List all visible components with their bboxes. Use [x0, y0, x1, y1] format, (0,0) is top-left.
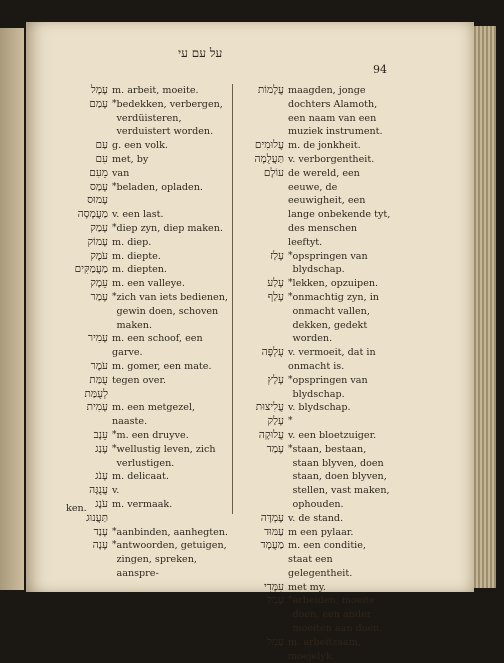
dictionary-entry [58, 332, 230, 360]
hebrew-headword: עֲלִיצוּת [255, 401, 284, 414]
hebrew-headword: עֶמְדָּה [260, 511, 284, 524]
definition-text: opspringen van blydschap. [292, 250, 368, 276]
definition-text: m. een druyve. [116, 429, 189, 441]
dictionary-entry [238, 139, 392, 153]
dictionary-entry [238, 374, 392, 402]
hebrew-headword: עַם [95, 139, 108, 152]
hebrew-headword: עֹמֶק [90, 249, 108, 262]
hebrew-headword: עָמַר [90, 290, 108, 303]
definition-text: m. gomer, een mate. [112, 360, 212, 372]
dictionary-entry [238, 167, 392, 250]
dictionary-entry [58, 401, 230, 429]
definition-text: aanbinden, aanhegten. [116, 526, 228, 538]
definition-text: bedekken, verbergen, verdüisteren, verduistert worden. [116, 98, 223, 138]
root-marker: * [112, 540, 117, 551]
hebrew-headword: מַעֲמָסָה [77, 208, 108, 221]
definition-text: m. diepte. [112, 250, 161, 262]
dictionary-entry [58, 84, 230, 98]
dictionary-entry [238, 429, 392, 443]
definition-text: g. een volk. [112, 140, 168, 152]
root-marker: * [112, 181, 117, 192]
dictionary-entry [58, 208, 230, 222]
root-marker: * [112, 222, 117, 233]
hebrew-headword: עִם [95, 152, 108, 165]
definition-text: m. een schoof, een garve. [112, 333, 203, 359]
hebrew-headword: עָנָה [92, 539, 108, 552]
hebrew-headword: עָמַס [89, 180, 108, 193]
definition-text: maagden, jonge dochters Alamoth, een naam van een muziek instrument. [288, 85, 383, 138]
root-marker: * [288, 278, 293, 289]
definition-text: v. verborgentheit. [288, 153, 375, 165]
dictionary-entry [238, 512, 392, 526]
definition-text: v. een bloetzuiger. [288, 429, 377, 441]
definition-text: m een pylaar. [288, 526, 354, 538]
root-marker: * [112, 526, 117, 537]
hebrew-headword: עָמִית [86, 401, 108, 414]
dictionary-entry [238, 153, 392, 167]
dictionary-entry [238, 636, 392, 663]
root-marker: * [288, 416, 293, 427]
definition-text: m. vermaak. [112, 498, 173, 510]
dictionary-entry [238, 401, 392, 415]
left-column-continuation: ken. [66, 503, 87, 514]
dictionary-entry [58, 388, 230, 402]
hebrew-headword: עָמָל [90, 84, 108, 96]
definition-text: m. een conditie, staat een gelegentheit. [288, 540, 366, 579]
hebrew-headword: עָמַק [90, 221, 108, 234]
dictionary-entry [238, 594, 392, 635]
page-block-edges [474, 26, 496, 588]
hebrew-headword: עֻלְפֶּה [261, 346, 284, 359]
dictionary-entry [58, 181, 230, 195]
dictionary-entry [58, 250, 230, 264]
dictionary-entry [238, 250, 392, 278]
definition-text: m. arbeitzaam, moejelyk. [288, 636, 361, 662]
hebrew-headword: עָנֹג [95, 470, 108, 483]
hebrew-headword: עֲנֻגָּה [89, 484, 108, 497]
definition-text: v. de stand. [288, 512, 344, 524]
definition-text: v. een last. [112, 209, 164, 221]
hebrew-headword: תַּעֲנוּג [86, 511, 108, 524]
dictionary-entry [238, 581, 392, 595]
definition-text: v. [112, 485, 120, 497]
hebrew-headword: עֲלָמוֹת [257, 84, 284, 96]
dictionary-entry [58, 470, 230, 484]
dictionary-entry [58, 153, 230, 167]
dictionary-entry [58, 484, 230, 498]
dictionary-entry [238, 346, 392, 374]
dictionary-entry [58, 291, 230, 332]
hebrew-headword: עֵמֶק [90, 277, 108, 290]
hebrew-headword: עֻמַּת [89, 373, 108, 386]
hebrew-headword: עֹמֶר [90, 359, 108, 372]
definition-text: diep zyn, diep maken. [116, 222, 223, 234]
hebrew-headword: עָמוּס [87, 194, 108, 207]
root-marker: * [112, 443, 117, 454]
column-divider [232, 84, 233, 514]
dictionary-entry [238, 443, 392, 512]
root-marker: * [288, 291, 293, 302]
definition-text: met, by [112, 153, 149, 165]
dictionary-entry [58, 194, 230, 208]
definition-text: arbeiden, moeite doen, een ander moeiten aan doen. [292, 595, 383, 635]
definition-text: van [112, 167, 130, 179]
dictionary-entry [58, 167, 230, 181]
definition-text: antwoorden, getuigen, zingen, spreken, aanspre- [116, 540, 227, 579]
definition-text: m. arbeit, moeite. [112, 85, 199, 96]
definition-text: m. een valleye. [112, 278, 185, 290]
definition-text: m. delicaat. [112, 471, 169, 483]
definition-text: tegen over. [112, 374, 167, 386]
root-marker: * [288, 595, 293, 606]
hebrew-headword: עִמָּדִי [264, 580, 284, 593]
hebrew-headword: עַמּוּד [264, 525, 284, 538]
facing-page-edge [0, 28, 24, 590]
hebrew-headword: עָלַז [270, 249, 284, 262]
dictionary-entry [58, 236, 230, 250]
hebrew-headword: עֹנֶג [95, 497, 108, 510]
hebrew-headword: עָמוֹק [87, 235, 108, 248]
hebrew-headword: לְעֻמַּת [84, 387, 108, 400]
page-number: 94 [373, 63, 387, 76]
hebrew-headword: מַעֲמַקִּים [74, 263, 108, 276]
hebrew-headword: עֲלוּקָה [258, 428, 284, 441]
dictionary-entry [58, 98, 230, 139]
hebrew-headword: עוֹלָם [263, 166, 284, 179]
dictionary-entry [58, 277, 230, 291]
hebrew-headword: עָמַל [266, 594, 284, 607]
hebrew-headword: עָלַף [267, 290, 284, 303]
dictionary-entry [238, 84, 392, 139]
definition-text: onmachtig zyn, in onmacht vallen, dekken, gedekt worden. [292, 291, 379, 345]
dictionary-entry [58, 263, 230, 277]
definition-text: v. vermoeit, dat in onmacht is. [288, 347, 376, 372]
definition-text: zich van iets bedienen, gewin doen, schoven maken. [116, 291, 228, 331]
hebrew-headword: עֵנָב [93, 428, 108, 441]
dictionary-entry [58, 222, 230, 236]
definition-text: m. diep. [112, 236, 152, 248]
definition-text: m. een metgezel, naaste. [112, 402, 196, 428]
root-marker: * [288, 250, 293, 261]
dictionary-entry [58, 429, 230, 443]
right-column [238, 84, 392, 663]
dictionary-entry [58, 443, 230, 471]
root-marker: * [112, 429, 117, 440]
dictionary-entry [58, 139, 230, 153]
definition-text: v. blydschap. [288, 402, 351, 414]
hebrew-headword: עֲלוּמִים [254, 139, 284, 152]
definition-text: de wereld, een eeuwe, de eeuwigheit, een lange onbekende tyt, des menschen leeftyt. [288, 167, 391, 248]
hebrew-headword: עָנַד [93, 525, 108, 538]
definition-text: m. diepten. [112, 264, 167, 276]
hebrew-headword: תַּעֲלֻמָה [254, 152, 284, 165]
hebrew-headword: מֵעִם [89, 166, 108, 179]
definition-text: lekken, opzuipen. [292, 278, 379, 290]
hebrew-headword: עָלַע [267, 277, 284, 290]
dictionary-entry [58, 526, 230, 540]
hebrew-headword: עָמַם [89, 97, 108, 110]
hebrew-headword: עָמַד [266, 442, 284, 455]
hebrew-headword: עָלַץ [267, 373, 284, 386]
definition-text: met my. [288, 581, 326, 593]
dictionary-entry [238, 526, 392, 540]
root-marker: * [288, 443, 293, 454]
root-marker: * [112, 291, 117, 302]
dictionary-entry [238, 539, 392, 580]
definition-text: m. de jonkheit. [288, 140, 361, 152]
hebrew-headword: מַעֲמָד [260, 539, 284, 552]
definition-text: staan, bestaan, staan blyven, doen staan, doen blyven, stellen, vast maken, ophouden. [292, 443, 390, 510]
dictionary-entry [58, 539, 230, 580]
dictionary-entry [58, 360, 230, 374]
dictionary-entry [238, 291, 392, 346]
dictionary-entry [238, 415, 392, 429]
root-marker: * [112, 98, 117, 109]
definition-text: beladen, opladen. [116, 181, 203, 193]
definition-text: wellustig leven, zich verlustigen. [116, 443, 216, 469]
root-marker: * [288, 374, 293, 385]
hebrew-headword: עָמִיר [87, 332, 108, 345]
definition-text: opspringen van blydschap. [292, 374, 368, 400]
hebrew-headword: עָמֵל [266, 635, 284, 648]
running-header: על עם עי [178, 46, 223, 60]
hebrew-headword: עָלַק [267, 415, 284, 428]
hebrew-headword: עָנַג [95, 442, 108, 455]
dictionary-entry [238, 277, 392, 291]
dictionary-entry [58, 374, 230, 388]
